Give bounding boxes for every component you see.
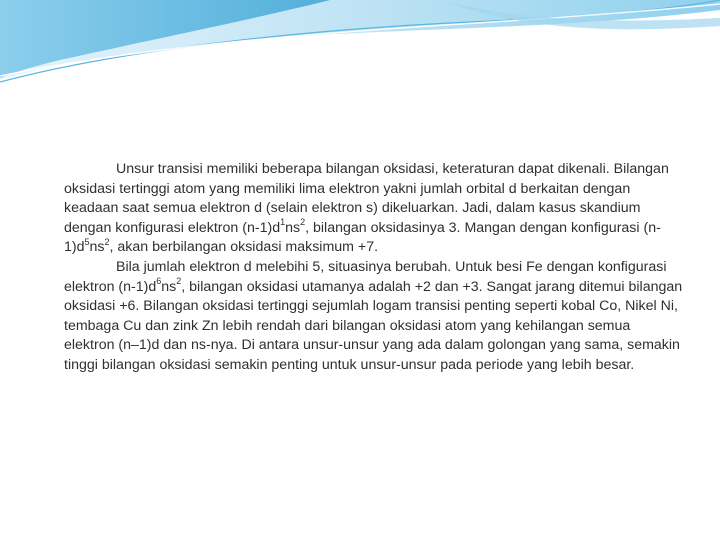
paragraph-1 — [64, 160, 684, 258]
p2-text-2: ns — [161, 278, 177, 295]
p2-sup-2: 2 — [176, 275, 182, 286]
text-body — [64, 160, 684, 376]
p1-sup-2: 2 — [300, 217, 306, 228]
p2-text-3: , bilangan oksidasi utamanya adalah +2 dan +3. Sangat jarang ditemui bilangan oksidasi +6. Bilangan oksidasi tertinggi sejumlah logam transisi penting seperti kobal Co, Nikel Ni, tembaga Cu dan zink Zn lebih rendah dari bilangan oksidasi atom yang kehilangan semua elektron (n–1)d dan ns-nya. Di antara unsur-unsur yang ada dalam golongan yang sama, semakin tinggi bilangan oksidasi semakin penting untuk unsur-unsur pada periode yang lebih besar. — [64, 278, 683, 373]
p2-sup-1: 6 — [156, 275, 162, 286]
p1-sup-4: 2 — [104, 236, 110, 247]
p1-sup-1: 1 — [280, 217, 286, 228]
p1-text-2: ns — [285, 219, 301, 236]
p1-sup-3: 5 — [84, 236, 90, 247]
p1-text-4: ns — [89, 239, 105, 256]
paragraph-2 — [64, 258, 684, 376]
decorative-wave-banner — [0, 0, 720, 90]
p2-text-1: Bila jumlah elektron d melebihi 5, situasinya berubah. Untuk besi Fe dengan konfigurasi elektron (n-1)d — [64, 258, 667, 295]
p1-text-5: , akan berbilangan oksidasi maksimum +7. — [109, 239, 379, 256]
p1-text-1: Unsur transisi memiliki beberapa bilangan oksidasi, keteraturan dapat dikenali. Bilangan oksidasi tertinggi atom yang memiliki lima elektron yakni jumlah orbital d berkaitan dengan keadaan saat semua elektron d (selain elektron s) dikeluarkan. Jadi, dalam kasus skandium dengan konfigurasi elektron (n-1)d — [64, 161, 669, 236]
p1-text-3: , bilangan oksidasinya 3. Mangan dengan konfigurasi (n-1)d — [64, 219, 661, 256]
